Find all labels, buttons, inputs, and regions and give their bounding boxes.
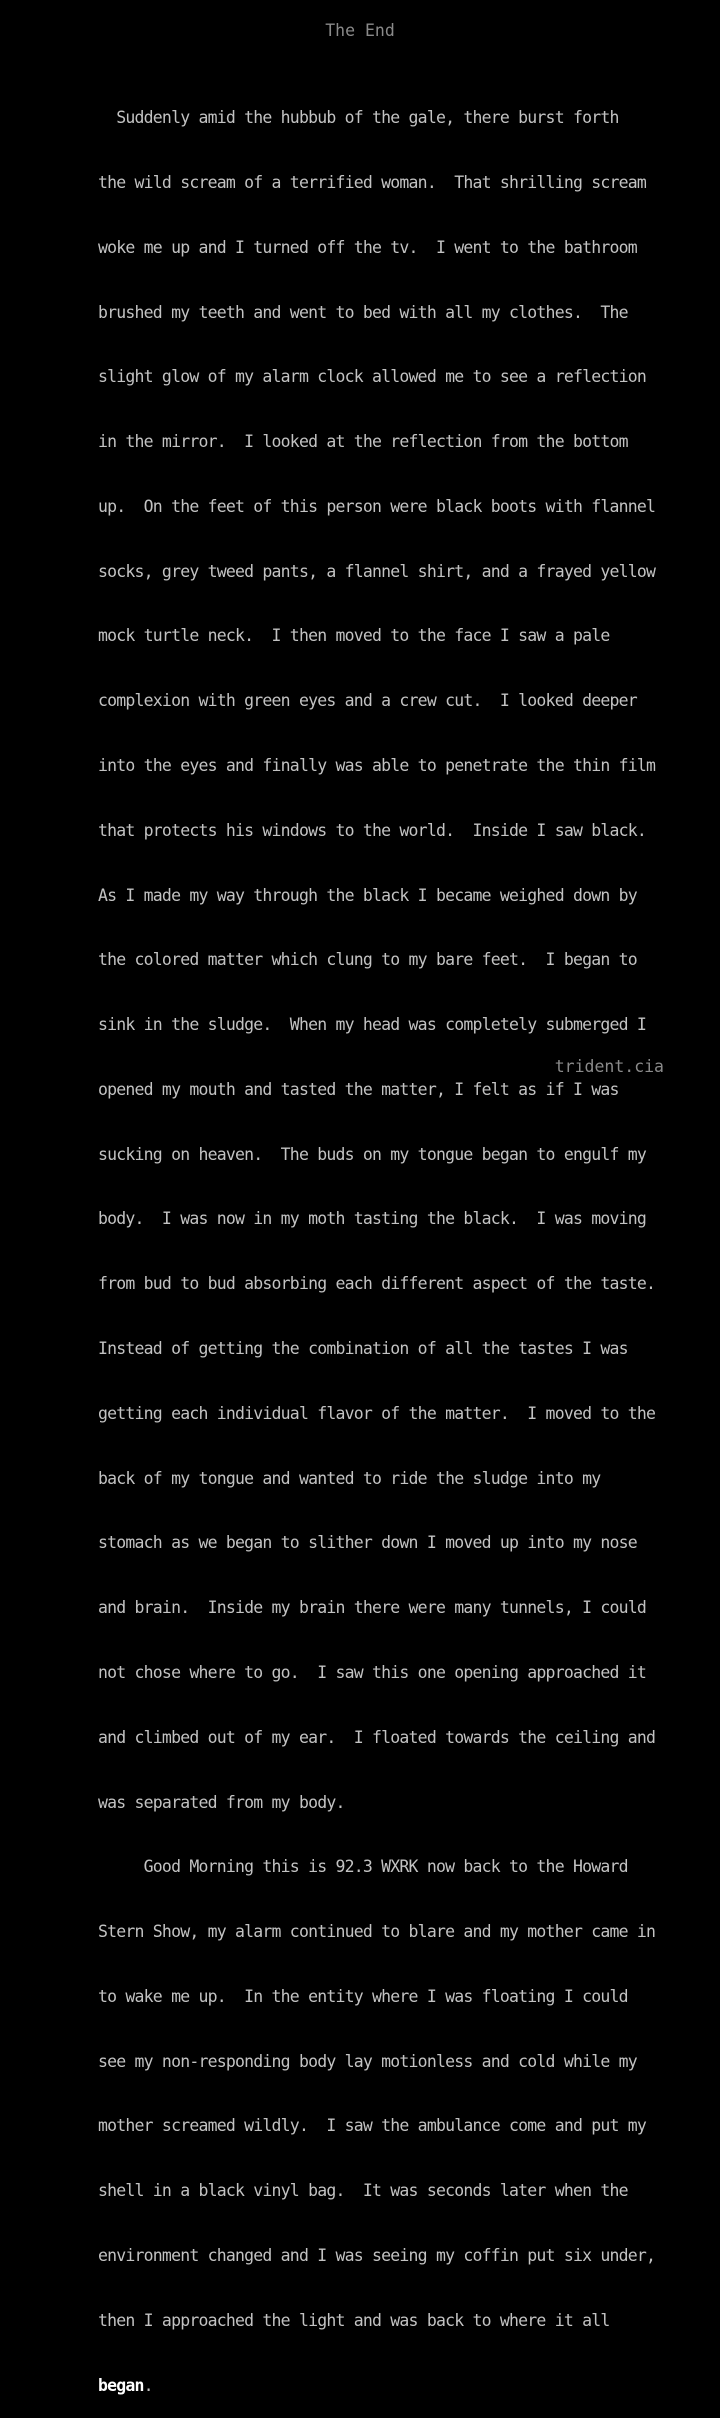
story-line: Good Morning this is 92.3 WXRK now back to the Howard (98, 1857, 628, 1877)
story-line: in the mirror. I looked at the reflection from the bottom (98, 432, 628, 452)
story-line: and brain. Inside my brain there were many tunnels, I could (98, 1598, 647, 1618)
final-punctuation: . (143, 2375, 153, 2395)
story-line: up. On the feet of this person were black boots with flannel (98, 496, 656, 516)
story-line: see my non-responding body lay motionless and cold while my (98, 2051, 637, 2071)
story-line: the wild scream of a terrified woman. That shrilling scream (98, 172, 647, 192)
story-line: stomach as we began to slither down I moved up into my nose (98, 1533, 637, 1553)
story-line: Suddenly amid the hubbub of the gale, there burst forth (98, 108, 619, 128)
highlighted-last-word: began (98, 2375, 144, 2395)
footer-signature: trident.cia (554, 1057, 664, 1076)
story-line: back of my tongue and wanted to ride the sludge into my (98, 1468, 601, 1488)
story-line: to wake me up. In the entity where I was floating I could (98, 1986, 628, 2006)
story-line: mother screamed wildly. I saw the ambulance come and put my (98, 2116, 647, 2136)
story-line: environment changed and I was seeing my coffin put six under, (98, 2245, 656, 2265)
story-line: Stern Show, my alarm continued to blare and my mother came in (98, 1922, 656, 1942)
story-final-line (98, 2375, 678, 2397)
story-line: slight glow of my alarm clock allowed me to see a reflection (98, 367, 647, 387)
story-text (98, 64, 678, 2418)
story-line: not chose where to go. I saw this one opening approached it (98, 1662, 647, 1682)
story-line: As I made my way through the black I became weighed down by (98, 885, 637, 905)
story-line: the colored matter which clung to my bare feet. I began to (98, 950, 637, 970)
story-line: shell in a black vinyl bag. It was seconds later when the (98, 2181, 628, 2201)
story-line: opened my mouth and tasted the matter, I felt as if I was (98, 1079, 619, 1099)
story-line: was separated from my body. (98, 1792, 345, 1812)
story-line: sink in the sludge. When my head was completely submerged I (98, 1015, 647, 1035)
story-line: into the eyes and finally was able to penetrate the thin film (98, 756, 656, 775)
story-line: complexion with green eyes and a crew cut. I looked deeper (98, 691, 637, 711)
story-line: and climbed out of my ear. I floated towards the ceiling and (98, 1727, 656, 1747)
story-line: brushed my teeth and went to bed with all my clothes. The (98, 302, 628, 322)
story-line: then I approached the light and was back to where it all (98, 2310, 610, 2330)
story-line: from bud to bud absorbing each different aspect of the taste. (98, 1274, 656, 1294)
story-line: mock turtle neck. I then moved to the face I saw a pale (98, 626, 610, 646)
story-line: body. I was now in my moth tasting the black. I was moving (98, 1209, 647, 1229)
story-line: socks, grey tweed pants, a flannel shirt, and a frayed yellow (98, 561, 656, 581)
page-title: The End (325, 21, 395, 40)
story-line: that protects his windows to the world. Inside I saw black. (98, 820, 647, 840)
story-line: getting each individual flavor of the matter. I moved to the (98, 1403, 656, 1423)
story-line: Instead of getting the combination of all the tastes I was (98, 1339, 628, 1359)
story-line: sucking on heaven. The buds on my tongue began to engulf my (98, 1144, 647, 1164)
story-line: woke me up and I turned off the tv. I went to the bathroom (98, 237, 637, 257)
